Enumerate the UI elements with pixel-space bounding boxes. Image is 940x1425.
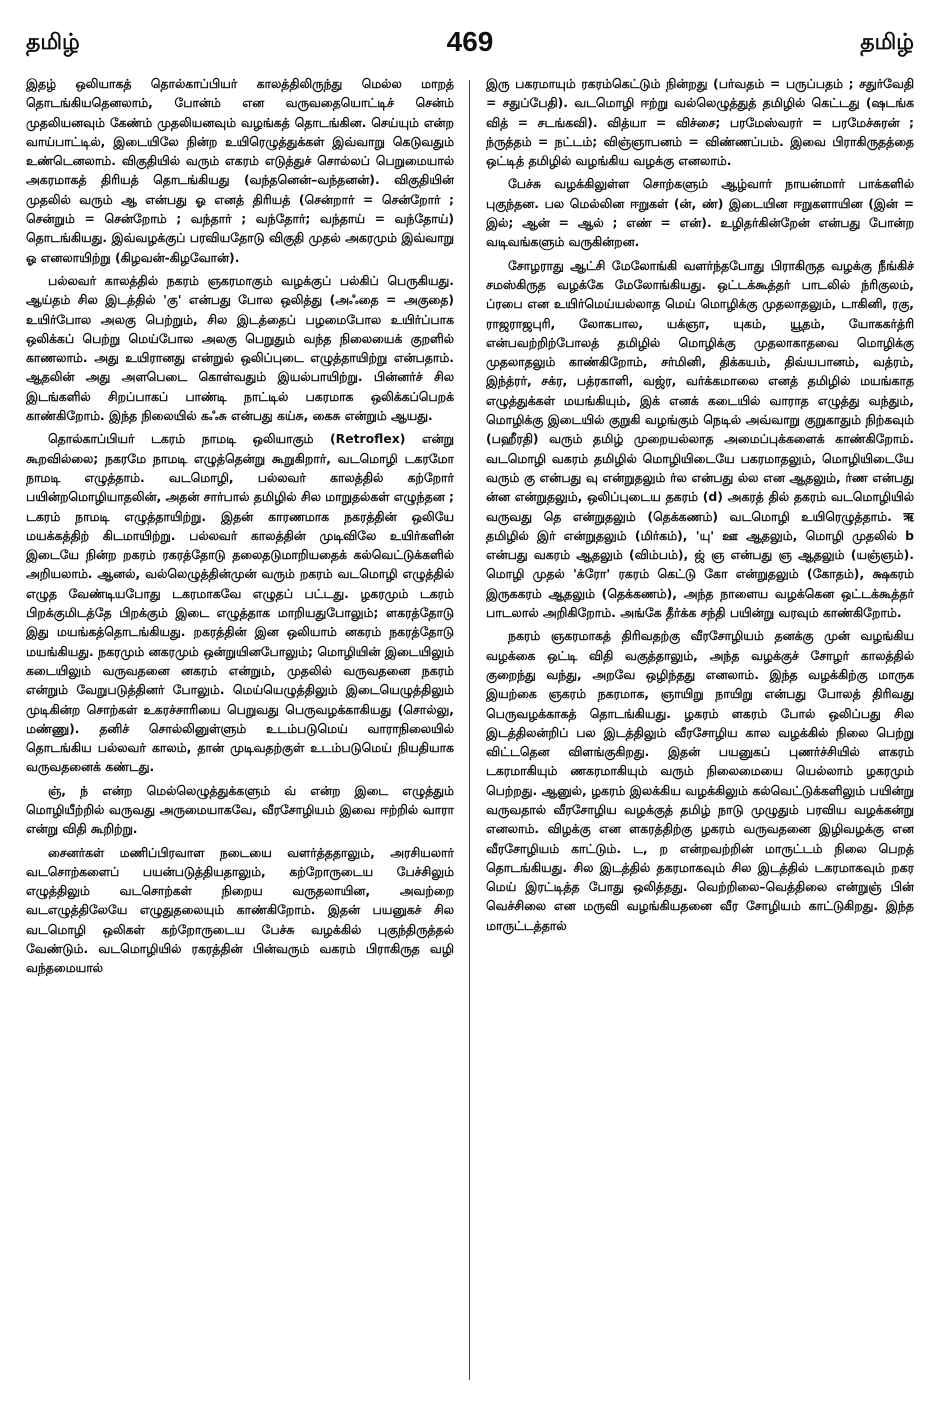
right-paragraph-3: சோழராது ஆட்சி மேலோங்கி வளர்ந்தபோது பிராகிருத வழக்கு நீங்கிச் சமஸ்கிருத வழக்கே மேலோங்கியது. ஒட்டக்கூத்தர் பாடலில் ந்ரிகுலம், ப்ரபை என உயிர்மெய்யல்லாத மெய் மொழிக்கு முதலாதலும், டாகினி, ரகு, ராஜராஜபுரி, லோகபால, யக்ஞா, யுகம், யூதம், யோககர்த்ரி என்பவற்றிற்போலத் தமிழில் மொழிக்கு முதலாகாதவை மொழிக்கு முதலாதலும் காண்கிறோம், சர்மினி, திக்கயம், திவ்யபானம், வத்ரம், இந்த்ரர், சக்ர, பத்ரகாளி, வஜ்ர, வர்க்கமாலை எனத் தமிழில் மயங்காத எழுத்துக்கள் மயங்கியும், இக் எனக் கடையில் வாராத எழுத்து வந்தும், மொழிக்கு இடையில் குறுகி வழங்கும் நெடில் அவ்வாறு குறுகாதும் நிற்கவும் (பஹீரதி) வரும் தமிழ் முறையல்லாத அமைப்புக்களைக் காண்கிறோம். வடமொழி வகரம் தமிழில் மொழியிடையே பகரமாதலும், மொழியிடையே வரும் கு என்பது வு என்றுதலும் ர்ல என்பது ல்ல என ஆதலும், ர்ண என்பது ன்ன என்றுதலும், ஒலிப்புடைய தகரம் (d) அகரத் தில் தகரம் வடமொழியில் வருவது தெ என்றுதலும் (தெக்கணம்) வடமொழி உயிரெழுத்தாம். ऋ தமிழில் இர் என்றுதலும் (மிர்கம்), 'யு' ஊ ஆதலும், மொழி முதலில் b என்பது வகரம் ஆதலும் (விம்பம்), ஜ் ஞ என்பது ஞ ஆதலும் (யஞ்ஞம்). மொழி முதல் 'க்ரோ' ரகரம் கெட்டு கோ என்றுதலும் (கோதம்), க்ஷகரம் இருககரம் ஆதலும் (தெக்கணம்), அந்த நாளைய வழக்கென ஒட்டக்கூத்தர் பாடலால் அறிகிறோம். அங்கே தீர்க்க சந்தி பயின்று வரவும் காண்கிறோம். [486,257,914,621]
right-paragraph-2: பேச்சு வழக்கிலுள்ள சொற்களும் ஆழ்வார் நாயன்மார் பாக்களில் புகுந்தன. பல மெல்லின ஈறுகள் (ன், ண்) இடையின ஈறுகளாயின (இன் = இல்; ஆன் = ஆல் ; எண் = என்). உழிதர்கின்றேன் என்பது போன்ற வடிவங்களும் வருகின்றன. [486,176,914,250]
left-column [26,74,454,1394]
right-paragraph-4: நகரம் ஞகரமாகத் திரிவதற்கு வீரசோழியம் தனக்கு முன் வழங்கிய வழக்கை ஒட்டி விதி வகுத்தாலும், அந்த வழக்குச் சோழர் காலத்தில் குறைந்து வந்து, அறவே ஒழிந்தது எனலாம். இந்த வழக்கிற்கு மாருக இயற்கை ஞகரம் நகரமாக, ஞாயிறு நாயிறு என்பது போலத் திரிவது பெருவழக்காகத் தொடங்கியது. ழகரம் ளகரம் போல் ஒலிப்பது சில இடத்திலன்றிப் பல இடத்திலும் வீரசோழிய கால வழக்கில் நிலை பெற்று விட்டதென விளங்குகிறது. இதன் பயனுகப் புணர்ச்சியில் ளகரம் டகரமாகியும் ணகரமாகியும் வரும் நிலைமையை யெல்லாம் ழகரமும் பெற்றது. ஆனுல், ழகரம் இலக்கிய வழக்கிலும் கல்வெட்டுக்களிலும் பயின்று வருவதால் வீரசோழிய வழக்குத் தமிழ் நாடு முழுதும் பரவிய வழக்கன்று எனலாம். விழக்கு என ளகரத்திற்கு ழகரம் வருவதனை இழிவழக்கு என வீரசோழியம் காட்டும். ட, ற என்றவற்றின் மாருட்டம் நிலை பெறத் தொடங்கியது. சில இடத்தில் தகரமாகவும் சில இடத்தில் டகரமாகவும் றகர மெய் இரட்டித்த போது ஒலித்தது. வெற்றிலை–வெத்திலை என்றுஞ் பின் வெச்சிலை என மருவி வழங்கியதனை வீர சோழியம் காட்டுகிறது. இந்த மாருட்டத்தால் [486,628,914,933]
left-paragraph-2: பல்லவர் காலத்தில் நகரம் ஞகரமாகும் வழக்குப் பல்கிப் பெருகியது. ஆய்தம் சில இடத்தில் 'கு' என்பது போல ஒலித்து (அஃதை = அகுதை) உயிர்போல அலகு பெற்றும், சில இடத்தைப் பழமைபோல உயிர்ப்பாக ஒலிக்கப் பெற்று மெய்போல அலகு பெறுதும் வந்த நிலையைக் குறளில் காணலாம். அது உயிரானது என்றுல் ஒலிப்புடை எழுத்தாயிற்று என்பதாம். ஆதலின் அது அளபெடை கொள்வதும் இயல்பாயிற்று. பின்னர்ச் சில இடங்களில் சிறப்பாகப் பாண்டி நாட்டில் பகரமாக ஒலிக்கப்பெறக் காண்கிறோம். இந்த நிலையில் கஃசு என்பது கய்சு, கைசு என்றும் ஆயது. [26,272,454,424]
left-paragraph-3: தொல்காப்பியர் டகரம் நாமடி ஒலியாகும் (Retroflex) என்று கூறவில்லை; நகரமே நாமடி எழுத்தென்று கூறுகிறார், வடமொழி டகரமோ நாமடி எழுத்தாம். வடமொழி, பல்லவர் காலத்தில் கற்றோர் பயின்றமொழியாதலின், அதன் சார்பால் தமிழில் சில மாறுதல்கள் எழுந்தன ; டகரம் நாமடி எழுத்தாயிற்று. இதன் காரணமாக நகரத்தின் ஒலியே மயக்கத்திற் கிடமாயிற்று. பல்லவர் காலத்தின் முடிவிலே உயிர்களின் இடையே நின்ற றகரம் ரகரத்தோடு தலைதடுமாறியதைக் கல்வெட்டுக்களில் அறியலாம். ஆனல், வல்லெழுத்தின்முன் வரும் றகரம் வடமொழி எழுத்தில் எழுத வேண்டியபோது டகரமாகவே எழுதப் பட்டது. ழகரமும் டகரம் பிறக்குமிடத்தே பிறக்கும் இடை எழுத்தாக மாறியதுபோலும்; ளகரத்தோடு இது மயங்கத்தொடங்கியது. றகரத்தின் இன ஒலியாம் னகரம் நகரத்தோடு மயங்கியது. நகரமும் னகரமும் ஒன்றுயினபோலும்; மொழியின் இடையிலும் கடையிலும் வருவதனை னகரம் என்றும், முதலில் வருவதனை நகரம் என்றும் வேறுபடுத்தினர் போலும். மெய்யெழுத்திலும் இடையெழுத்திலும் முடிகின்ற சொற்கள் உகரச்சாரியை பெறுவது பெருவழக்காகியது (சொல்லு, மண்ணு). தனிச் சொல்லினுள்ளும் உடம்படுமெய் வாராநிலையில் தொடங்கிய பல்லவர் காலம், தான் முடிவதற்குள் உடம்படுமெய் நியதியாக வருவதனைக் கண்டது. [26,431,454,775]
left-paragraph-1: இதழ் ஒலியாகத் தொல்காப்பியர் காலத்திலிருந்து மெல்ல மாறத் தொடங்கியதெனலாம், போன்ம் என வருவதையொட்டிச் சென்ம் முதலியனவும் கேண்ம் முதலியனவும் வழங்கத் தொடங்கின. செய்யும் என்ற வாய்பாட்டில், இடையிலே நின்ற உயிரெழுத்துக்கள் இவ்வாறு கெடுவதும் உண்டெனலாம். விகுதியில் வரும் எகரம் எடுத்துச் சொல்லப் பெறுமையால் அகரமாகத் திரியத் தொடங்கியது (வந்தனென்–வந்தனன்). விகுதியின் முதலில் வரும் ஆ என்பது ஓ எனத் திரியத் (சென்றார் = சென்றோர் ; சென்றும் = சென்றோம் ; வந்தார் ; வந்தோர்; வந்தாய் = வந்தோய்) தொடங்கியது. இவ்வழக்குப் பரவியதோடு விகுதி முதல் அகரமும் இவ்வாறு ஓ எனலாயிற்று (கிழவன்-கிழவோன்). [26,76,454,265]
left-paragraph-5: சைனர்கள் மணிப்பிரவாள நடையை வளர்த்ததாலும், அரசியலார் வடசொற்களைப் பயன்படுத்தியதாலும், கற்றோருடைய பேச்சிலும் எழுத்திலும் வடசொற்கள் நிறைய வருதலாயின, அவற்றை வடஎழுத்திலேயே எழுதுதலையும் காண்கிறோம். இதன் பயனுகச் சில வடமொழி ஒலிகள் கற்றோருடைய பேச்சு வழக்கில் புகுந்திருத்தல் வேண்டும். வடமொழியில் ரகரத்தின் பின்வரும் வகரம் பிராகிருத வழி வந்தமையால் [26,844,454,976]
body-columns [26,74,914,1394]
page-header [26,26,914,66]
left-paragraph-4: ஞ், ந் என்ற மெல்லெழுத்துக்களும் வ் என்ற இடை எழுத்தும் மொழியீற்றில் வருவது அருமையாகவே, வீரசோழியம் இவை ஈற்றில் வாரா என்று விதி கூறிற்று. [26,782,454,837]
page-number: 469 [446,26,494,57]
running-head-left: தமிழ் [26,30,80,55]
right-paragraph-1: இரு பகரமாயும் ரகரம்கெட்டும் நின்றது (பர்வதம் = பருப்பதம் ; சதுர்வேதி = சதுப்பேதி). வடமொழி ஈற்று வல்லெழுத்துத் தமிழில் கெட்டது (ஷடங்க வித் = சடங்கவி). வித்யா = விச்சை; பரமேஸ்வரர் = பரமேச்சுரன் ; ந்ருத்தம் = நட்டம்; விஞ்ஞாபனம் = விண்ணப்பம். இவை பிராகிருதத்தை ஒட்டித் தமிழில் வழங்கிய வழக்கு எனலாம். [486,76,914,169]
running-head-right: தமிழ் [860,30,914,55]
right-column [486,74,914,1394]
